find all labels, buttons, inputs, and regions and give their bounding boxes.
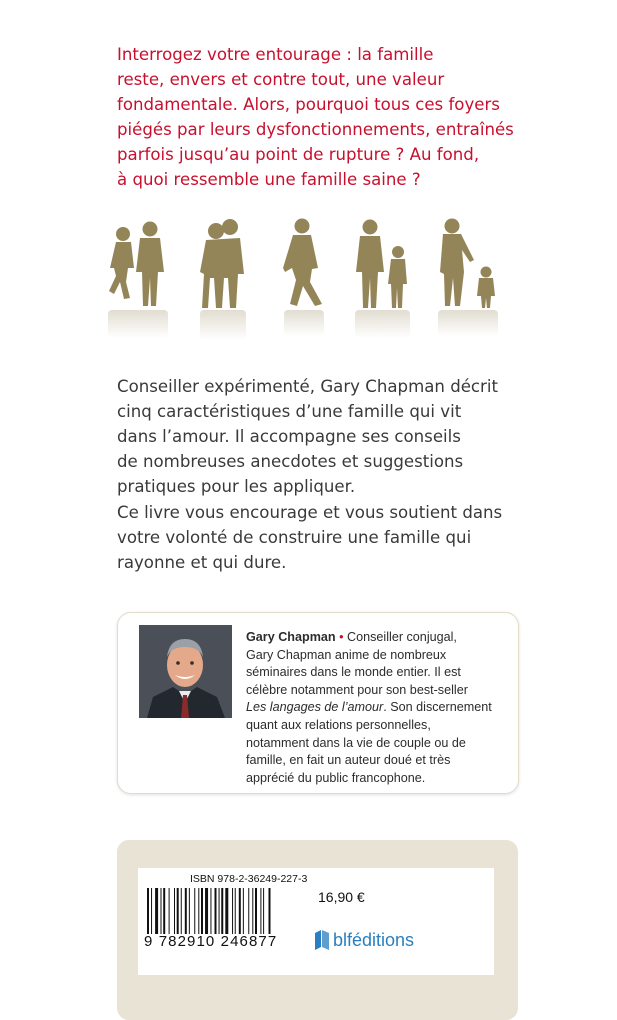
description-paragraph-1	[117, 374, 537, 499]
author-bio-line: célèbre notamment pour son best-seller	[246, 682, 468, 697]
description-line: votre volonté de construire une famille qui	[117, 528, 472, 547]
description-line: de nombreuses anecdotes et suggestions	[117, 452, 464, 471]
author-bio-line: séminaires dans le monde entier. Il est	[246, 665, 461, 680]
price: 16,90 €	[318, 889, 365, 905]
author-bio-line: apprécié du public francophone.	[246, 770, 426, 785]
isbn-label: ISBN 978-2-36249-227-3	[190, 873, 308, 885]
family-silhouettes-illustration	[100, 212, 520, 362]
book-title: Les langages de l’amour	[246, 700, 384, 715]
intro-line: Interrogez votre entourage : la famille	[117, 45, 434, 64]
intro-line: à quoi ressemble une famille saine ?	[117, 170, 421, 189]
publisher-logo	[314, 929, 414, 951]
intro-line: fondamentale. Alors, pourquoi tous ces foyers	[117, 95, 500, 114]
description-line: dans l’amour. Il accompagne ses conseils	[117, 427, 461, 446]
description-line: Ce livre vous encourage et vous soutient dans	[117, 503, 503, 522]
author-portrait	[139, 625, 232, 718]
silhouette-reflection	[108, 310, 498, 340]
author-bio-line: Gary Chapman anime de nombreux	[246, 647, 447, 662]
intro-line: parfois jusqu’au point de rupture ? Au fond,	[117, 145, 480, 164]
barcode	[147, 888, 307, 934]
publisher-name: blféditions	[333, 929, 415, 950]
author-bio-line: notamment dans la vie de couple ou de	[246, 735, 466, 750]
intro-line: piégés par leurs dysfonctionnements, entraînés	[117, 120, 514, 139]
description-line: Conseiller expérimenté, Gary Chapman décrit	[117, 377, 498, 396]
author-name: Gary Chapman	[246, 630, 336, 644]
author-bio-text: Conseiller conjugal,	[347, 630, 457, 644]
bullet-separator: •	[339, 630, 344, 644]
author-bio	[246, 629, 516, 787]
description-line: cinq caractéristiques d’une famille qui vit	[117, 402, 462, 421]
author-bio-line: famille, en fait un auteur doué et très	[246, 753, 451, 768]
description-line: rayonne et qui dure.	[117, 553, 287, 572]
description-paragraph-2	[117, 500, 537, 575]
intro-line: reste, envers et contre tout, une valeur	[117, 70, 445, 89]
author-bio-box	[117, 612, 519, 794]
author-bio-line: quant aux relations personnelles,	[246, 717, 431, 732]
author-bio-text: . Son discernement	[383, 700, 492, 715]
intro-text	[117, 42, 527, 192]
description-line: pratiques pour les appliquer.	[117, 477, 356, 496]
barcode-digits: 9 782910 246877	[144, 933, 278, 950]
book-icon	[314, 929, 330, 951]
silhouette-figures	[109, 219, 495, 309]
author-photo	[139, 625, 232, 718]
